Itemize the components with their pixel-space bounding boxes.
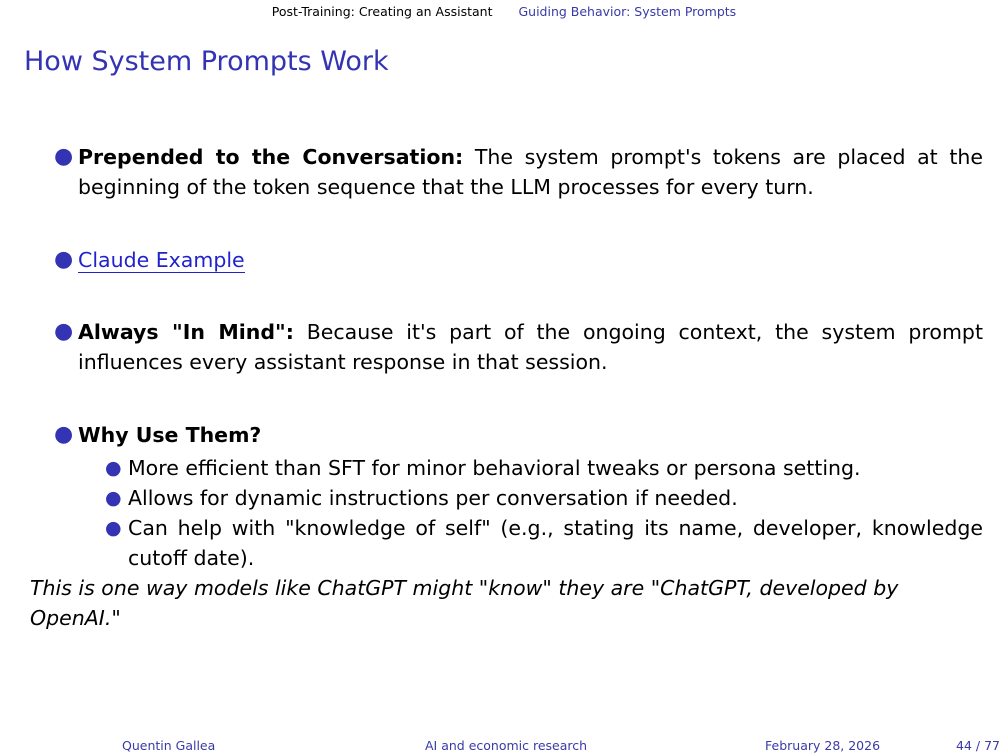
header-section: Post-Training: Creating an Assistant — [271, 4, 493, 19]
sub-item-text: Can help with "knowledge of self" (e.g., stating its name, developer, knowledge cutoff date). — [128, 516, 983, 570]
sub-list — [24, 453, 983, 573]
slide-content — [24, 142, 983, 633]
sub-bullet-icon: ● — [105, 457, 122, 479]
slide-title: How System Prompts Work — [24, 46, 389, 77]
item-text: Because it's part of the ongoing context, the system prompt influences every assistant response in that session. — [78, 320, 983, 374]
item-heading: Why Use Them? — [78, 423, 262, 447]
item-text: The system prompt's tokens are placed at the beginning of the token sequence that the LLM processes for every turn. — [78, 145, 983, 199]
sub-list-item — [24, 453, 983, 483]
footer-date: February 28, 2026 — [765, 738, 881, 753]
claude-example-link[interactable]: Claude Example — [78, 248, 245, 272]
bullet-icon: ● — [54, 144, 74, 169]
sub-item-text: More efficient than SFT for minor behavioral tweaks or persona setting. — [128, 456, 861, 480]
list-item-always-in-mind — [24, 317, 983, 377]
list-item-why-use-them — [24, 420, 983, 450]
closing-note: This is one way models like ChatGPT might "know" they are "ChatGPT, developed by OpenAI." — [30, 576, 899, 630]
item-heading: Prepended to the Conversation: — [78, 145, 464, 169]
bullet-icon: ● — [54, 247, 74, 272]
list-item-claude-example — [24, 245, 983, 275]
sub-bullet-icon: ● — [105, 517, 122, 539]
bullet-icon: ● — [54, 422, 74, 447]
footer-topic: AI and economic research — [425, 738, 588, 753]
list-item-prepended — [24, 142, 983, 202]
header-subsection: Guiding Behavior: System Prompts — [518, 4, 737, 19]
sub-list-item — [24, 513, 983, 573]
sub-item-text: Allows for dynamic instructions per conversation if needed. — [128, 486, 738, 510]
sub-bullet-icon: ● — [105, 487, 122, 509]
sub-list-item — [24, 483, 983, 513]
item-heading: Always "In Mind": — [78, 320, 294, 344]
slide-header — [0, 4, 1008, 19]
footer-author: Quentin Gallea — [122, 738, 216, 753]
footer-page-number: 44 / 77 — [956, 738, 1000, 753]
bullet-icon: ● — [54, 319, 74, 344]
